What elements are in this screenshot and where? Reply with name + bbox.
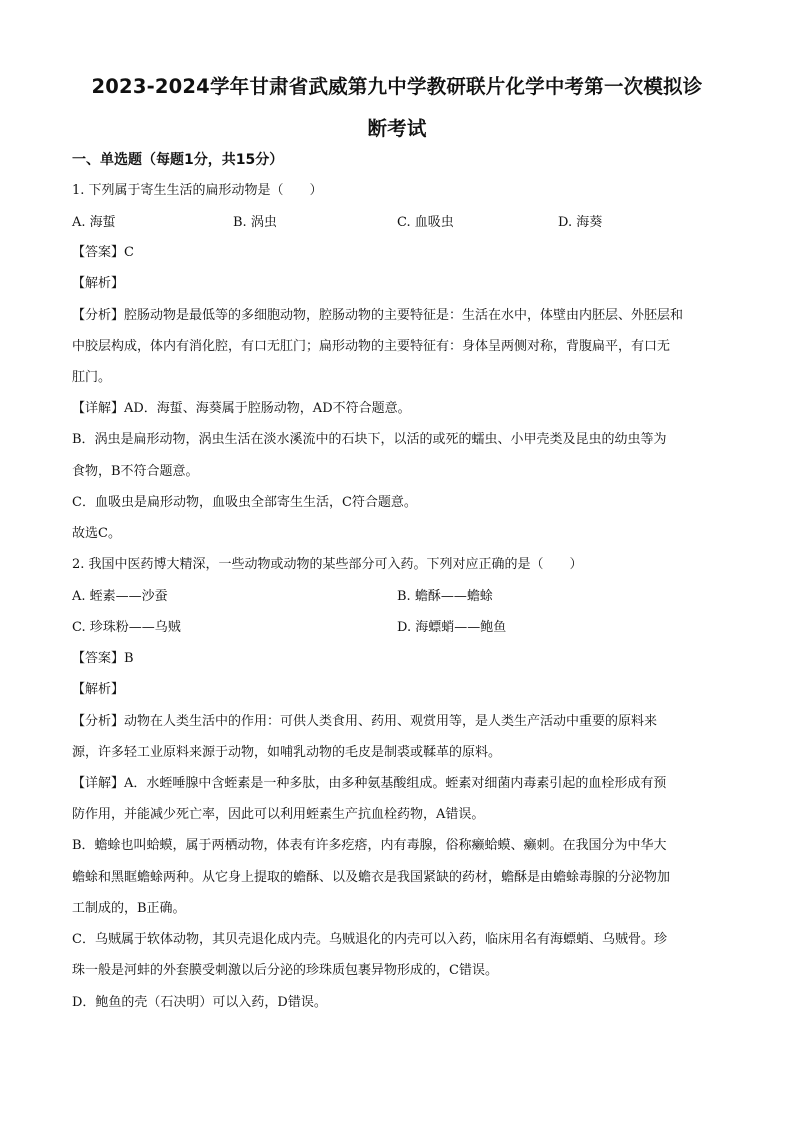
q1-option-a: A. 海蜇 [72, 215, 116, 230]
q1-option-c: C. 血吸虫 [397, 215, 454, 230]
q2-analysis-line: 工制成的，B正确。 [72, 901, 186, 916]
q1-analysis-line: 【分析】腔肠动物是最低等的多细胞动物，腔肠动物的主要特征是：生活在水中，体壁由内胚层、外胚层和 [72, 308, 684, 323]
q2-analysis-line: 【详解】A．水蛭唾腺中含蛭素是一种多肽，由多种氨基酸组成。蛭素对细菌内毒素引起的血栓形成有预 [72, 776, 667, 791]
document-title-line2: 断考试 [367, 117, 427, 140]
q2-analysis-line: 【分析】动物在人类生活中的作用：可供人类食用、药用、观赏用等，是人类生产活动中重要的原料来 [72, 714, 658, 729]
q2-analysis-line: C．乌贼属于软体动物，其贝壳退化成内壳。乌贼退化的内壳可以入药，临床用名有海螵蛸、乌贼骨。珍 [72, 932, 667, 947]
q1-analysis-line: 食物，B不符合题意。 [72, 464, 199, 479]
q1-analysis-line: C．血吸虫是扁形动物，血吸虫全部寄生生活，C符合题意。 [72, 495, 417, 510]
q1-analysis-line: B．涡虫是扁形动物，涡虫生活在淡水溪流中的石块下，以活的或死的蠕虫、小甲壳类及昆虫的幼虫等为 [72, 432, 667, 447]
q1-stem: 1. 下列属于寄生生活的扁形动物是（ ） [72, 183, 323, 198]
q2-stem: 2. 我国中医药博大精深，一些动物或动物的某些部分可入药。下列对应正确的是（ ） [72, 557, 583, 572]
q2-analysis-line: 防作用，并能减少死亡率，因此可以利用蛭素生产抗血栓药物，A错误。 [72, 807, 485, 822]
q1-option-d: D. 海葵 [558, 215, 603, 230]
document-title-line1: 2023-2024学年甘肃省武威第九中学教研联片化学中考第一次模拟诊 [91, 75, 703, 98]
q2-analysis-line: 源，许多轻工业原料来源于动物，如哺乳动物的毛皮是制裘或鞣革的原料。 [72, 745, 502, 760]
q2-analysis-line: 珠一般是河蚌的外套膜受刺激以后分泌的珍珠质包裹异物形成的，C错误。 [72, 963, 498, 978]
q1-analysis-line: 肛门。 [72, 370, 112, 385]
q2-analysis-line: D．鲍鱼的壳（石决明）可以入药，D错误。 [72, 995, 327, 1010]
q2-option-d: D. 海螵蛸——鲍鱼 [397, 620, 507, 635]
q2-answer: 【答案】B [72, 651, 134, 666]
section-heading: 一、单选题（每题1分，共15分） [72, 152, 284, 168]
q2-analysis-label: 【解析】 [72, 682, 125, 697]
q1-analysis-line: 中胶层构成，体内有消化腔，有口无肛门；扁形动物的主要特征有：身体呈两侧对称，背腹扁平，有口无 [72, 339, 671, 354]
q2-analysis-line: 蟾蜍和黑眶蟾蜍两种。从它身上提取的蟾酥、以及蟾衣是我国紧缺的药材，蟾酥是由蟾蜍毒腺的分泌物加 [72, 870, 671, 885]
q2-analysis-line: B．蟾蜍也叫蛤蟆，属于两栖动物，体表有许多疙瘩，内有毒腺，俗称癞蛤蟆、癞刺。在我国分为中华大 [72, 838, 667, 853]
q2-option-a: A. 蛭素——沙蚕 [72, 589, 168, 604]
q1-analysis-line: 故选C。 [72, 526, 121, 541]
q1-option-b: B. 涡虫 [233, 215, 277, 230]
q1-answer: 【答案】C [72, 245, 134, 260]
q2-option-b: B. 蟾酥——蟾蜍 [397, 589, 493, 604]
q1-analysis-label: 【解析】 [72, 276, 125, 291]
q1-analysis-line: 【详解】AD．海蜇、海葵属于腔肠动物，AD不符合题意。 [72, 401, 411, 416]
q2-option-c: C. 珍珠粉——乌贼 [72, 620, 181, 635]
